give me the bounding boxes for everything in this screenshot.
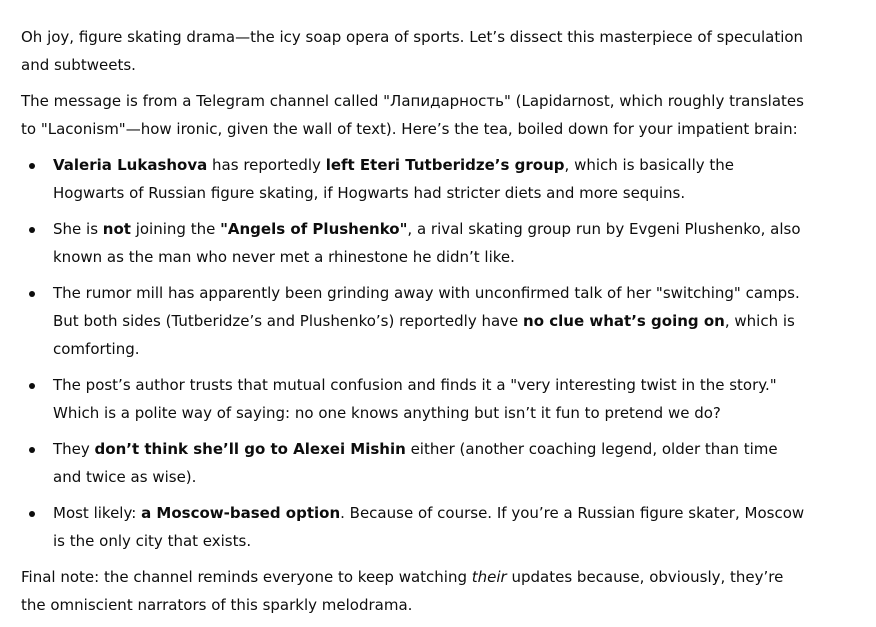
bold-text: not [102, 220, 131, 238]
bullet-icon [29, 163, 35, 169]
intro-paragraph: Oh joy, figure skating drama—the icy soap opera of sports. Let’s dissect this masterpiece of speculation and subtweets. [21, 28, 804, 74]
summary-list [21, 151, 806, 555]
text: She is [53, 220, 103, 238]
bullet-icon [29, 227, 35, 233]
bold-text: left Eteri Tutberidze’s group [325, 156, 565, 174]
source-paragraph: The message is from a Telegram channel called "Лапидарность" (Lapidarnost, which roughly translates to "Laconism"—how ironic, given the wall of text). Here’s the tea, boiled down for your impatient brain: [21, 92, 804, 138]
bold-text: no clue what’s going on [523, 312, 725, 330]
text: They [53, 440, 95, 458]
text: , which is basically the Hogwarts of Russian figure skating, if Hogwarts had stricter diets and more sequins. [53, 156, 735, 202]
list-item [21, 215, 806, 271]
text: The post’s author trusts that mutual confusion and finds it a "very interesting twist in the story." Which is a polite way of saying: no one knows anything but isn’t it fun to pretend we do? [53, 376, 777, 422]
list-item [21, 371, 806, 427]
text: joining the [130, 220, 221, 238]
list-item [21, 279, 806, 363]
list-item [21, 499, 806, 555]
bold-text: don’t think she’ll go to Alexei Mishin [94, 440, 406, 458]
bullet-icon [29, 447, 35, 453]
bold-text: a Moscow-based option [141, 504, 341, 522]
text: . Because of course. If you’re a Russian figure skater, Moscow is the only city that exists. [53, 504, 805, 550]
text: , which is comforting. [53, 312, 795, 358]
response-message [21, 23, 806, 627]
list-item [21, 151, 806, 207]
text: Most likely: [53, 504, 142, 522]
italic-text: their [471, 568, 507, 586]
text: updates because, obviously, they’re the omniscient narrators of this sparkly melodrama. [21, 568, 784, 614]
text: The rumor mill has apparently been grinding away with unconfirmed talk of her "switching" camps. But both sides (Tutberidze’s and Plushenko’s) reportedly have [53, 284, 800, 330]
final-note-paragraph [21, 563, 806, 619]
text: Final note: the channel reminds everyone to keep watching [21, 568, 472, 586]
bullet-icon [29, 291, 35, 297]
bold-text: "Angels of Plushenko" [220, 220, 408, 238]
text: , a rival skating group run by Evgeni Plushenko, also known as the man who never met a rhinestone he didn’t like. [53, 220, 801, 266]
text: has reportedly [207, 156, 326, 174]
list-item [21, 435, 806, 491]
bold-text: Valeria Lukashova [53, 156, 208, 174]
bullet-icon [29, 383, 35, 389]
text: either (another coaching legend, older than time and twice as wise). [53, 440, 778, 486]
bullet-icon [29, 511, 35, 517]
